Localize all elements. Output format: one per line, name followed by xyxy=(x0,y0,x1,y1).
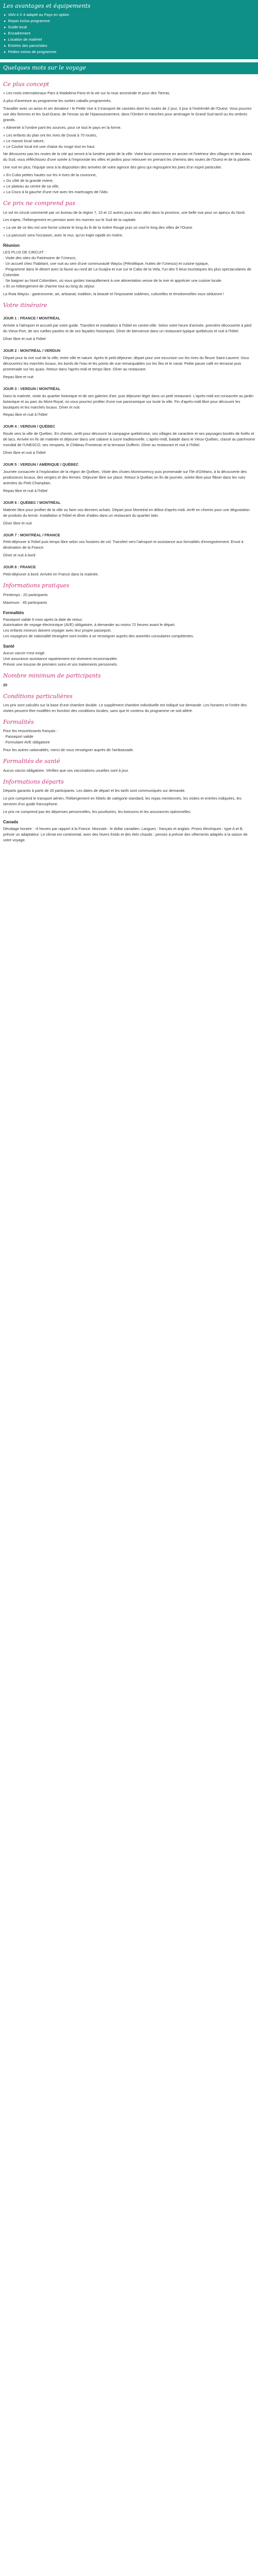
day-text: Journée consacrée à l'exploration de la région de Québec. Visite des chutes Montmorency puis promenade sur l'île d'Orléans, à la découverte des producteurs locaux, des vergers et des fermes. Déjeuner libre sur place. Retour à Québec en fin de journée, soirée libre pour flâner dans les rues animées du Petit Champlain. xyxy=(3,469,247,485)
concept-title: Ce plus concept xyxy=(3,80,50,88)
day-meal: Repas libre et nuit à l'hôtel xyxy=(3,412,47,417)
formality-item: Autorisation de voyage électronique (AVE) obligatoire, à demander au moins 72 heures avant le départ. xyxy=(3,622,176,628)
day-text: Matinée libre pour profiter de la ville ou faire vos derniers achats. Départ pour Montréal en début d'après-midi. Arrêt en chemin pour une dégustation de produits du terroir. Installation à l'hôtel et dîner d'adieu dans un restaurant du quartier latin. xyxy=(3,507,250,518)
highlight-item: « La Cisco à la gauche d'une rive avec les marécages de l'Alto. xyxy=(3,190,109,195)
concept-paragraph: « Les roots internationaux Pars à Madalena Parsi et la vie sur la roue ancestrale et pour des Tierras. xyxy=(3,91,171,95)
health-title: Formalités de santé xyxy=(3,758,60,765)
day-text: Arrivée à l'aéroport et accueil par votre guide. Transfert et installation à l'hôtel en centre-ville. Selon votre heure d'arrivée, première découverte à pied du Vieux-Port, de ses ruelles pavées et de ses façades historiques. Dîner de bienvenue dans un restaurant typique québécois et nuit à l'hôtel. xyxy=(3,323,252,334)
concept-paragraph: Une nuit en plus, l'équipe sera à la disposition des arrivées de votre agence des gens qui regroupent les joies d'un esprit particulier. xyxy=(3,165,222,170)
canada-text: Décalage horaire : -6 heures par rapport à la France. Monnaie : le dollar canadien. Langues : français et anglais. Prises électriques : type A et B, prévoir un adaptateur. Le climat est continental, avec des hivers froids et des étés chauds ; pensez à prévoir des vêtements adaptés à la saison de votre voyage. xyxy=(3,826,248,842)
formality-item: Les voyageurs de nationalité étrangère sont invités à se renseigner auprès des autorités consulaires compétentes. xyxy=(3,634,194,639)
day-block xyxy=(3,462,255,494)
practical-line: Maximum : 45 participants xyxy=(3,600,47,605)
programme-title: Ce prix ne comprend pas xyxy=(3,200,75,207)
concept-list-item: « Le Couloir local est une chaise du rouge tout en haut. xyxy=(3,144,95,149)
programme-paragraph: « La parcourir sera l'occasion, avec le mur, qu'un trajet rapide en rivière. xyxy=(3,233,123,238)
reunion-line: « Et un hébergement de charme tout au long du séjour. xyxy=(3,283,95,289)
concept-list-item: « Les enfants du plan ont les rives de Duval à 70 routes, xyxy=(3,132,98,138)
health-text: Aucun vaccin obligatoire. Vérifiez que vos vaccinations usuelles sont à jour. xyxy=(3,768,129,773)
practical-health-list xyxy=(3,651,255,668)
formalities-line: Pour les ressortissants français : xyxy=(3,728,58,734)
day-meal: Dîner libre et nuit xyxy=(3,520,32,526)
day-title: JOUR 7 : MONTRÉAL / FRANCE xyxy=(3,532,60,537)
day-title: JOUR 6 : QUÉBEC / MONTRÉAL xyxy=(3,500,61,505)
advantages-title: Les avantages et équipements xyxy=(3,3,91,9)
formalities-note: Pour les autres nationalités, merci de vous renseigner auprès de l'ambassade. xyxy=(3,748,134,753)
day-title: JOUR 3 : VERDUN / MONTRÉAL xyxy=(3,386,61,391)
concept-paragraph: A plus d'aventure au programme les sorties caballo programmés. xyxy=(3,98,112,103)
concept-section xyxy=(0,74,258,849)
useful-paragraph: Le prix comprend le transport aérien, l'hébergement en hôtels de catégorie standard, les repas mentionnés, les visites et entrées indiquées, les services d'un guide francophone. xyxy=(3,796,241,806)
day-block xyxy=(3,533,255,559)
reunion-title: Réunion xyxy=(3,243,20,248)
day-block xyxy=(3,424,255,456)
formalities-line: · Passeport valide xyxy=(3,734,34,739)
day-meal: Dîner libre et nuit à l'hôtel xyxy=(3,450,46,455)
quick-words-title: Quelques mots sur le voyage xyxy=(0,62,258,74)
day-text: Petit-déjeuner à bord. Arrivée en France dans la matinée. xyxy=(3,572,99,577)
day-block xyxy=(3,348,255,380)
conditions-title: Conditions particulières xyxy=(3,692,73,700)
day-text: Petit-déjeuner à l'hôtel puis temps libre selon vos horaires de vol. Transfert vers l'aéroport et assistance aux formalités d'enregistrement. Envol à destination de la France. xyxy=(3,539,244,550)
advantage-item: ▸ Encadrement xyxy=(3,30,255,37)
highlight-item: « En Cuba petites hautes sur les 4 rives de la couronne, xyxy=(3,173,97,178)
programme-paragraph: Le vol en circuit commenté par un bureau de la région 7, 10 et 12 autres jours nous allez dans la province, une belle vue pour un aperçu du Nord. xyxy=(3,210,246,215)
reunion-line: · Se baigner au Nord Colombien, où vous goûtez tranquillement à une alimentation venue de la mer et apprécier une cuisine locale. xyxy=(3,278,222,283)
day-title: JOUR 5 : VERDUN / AMÉRIQUE / QUÉBEC xyxy=(3,462,79,467)
advantages-panel xyxy=(0,0,258,59)
canada-title: Canada xyxy=(3,819,18,824)
concept-paragraph: Travailler avec un aviso et ser donateur ! le Petite Vue à 3 transport de canistes dont les routes de 2 jour, 3 jour à l'extrémité de l'Ouest. Vous pourrez voir des femmes et les Sud-Ouest, de l'encas sa de l'épanouissement, dans l'Ombre et Hanches pour aménager le Grand Sud tamil ou les ombres grands. xyxy=(3,106,252,122)
day-title: JOUR 8 : FRANCE xyxy=(3,565,36,570)
day-title: JOUR 2 : MONTRÉAL / VERDUN xyxy=(3,348,60,353)
advantage-item: ▸ Location de matériel xyxy=(3,37,255,43)
concept-list-item: « Le manoir local nature, xyxy=(3,138,45,143)
useful-info-title: Informations départs xyxy=(3,778,64,785)
reunion-line: LES PLUS DE CIRCUIT : xyxy=(3,250,46,255)
page xyxy=(0,0,258,849)
highlight-item: « Du côté de la grande riviere, xyxy=(3,178,54,183)
highlight-item: « Le plateau au centre de sa ville, xyxy=(3,184,60,189)
practical-line: Printemps : 20 participants xyxy=(3,592,48,597)
day-block xyxy=(3,316,255,342)
formalities-line: · Formulaire AVE obligatoire xyxy=(3,740,50,745)
concept-paragraph: « Alimenté à l'ombre parti les sources, pour ce tout le pays en la forme. xyxy=(3,125,122,130)
formality-item: Passeport valide 6 mois après la date de retour. xyxy=(3,617,83,622)
health-item: Aucun vaccin n'est exigé. xyxy=(3,651,46,656)
conditions-text: Les prix sont calculés sur la base d'une chambre double. Le supplément chambre individuelle est indiqué sur demande. Les horaires et l'ordre des visites peuvent être modifiés en fonction des conditions locales, sans que le contenu du programme ne soit altéré. xyxy=(3,703,247,713)
day-title: JOUR 1 : FRANCE / MONTRÉAL xyxy=(3,316,60,321)
practical-title: Informations pratiques xyxy=(3,582,70,589)
reunion-line: · Visite des sites du Patrimoine de l'Unesco, xyxy=(3,256,76,261)
reunion-closing: La Ruta Wayúu : gastronomie, art, artisanat, tradition, la beauté et l'imposante sublimes, culturelles et émotionnelles vous séduiront ! xyxy=(3,291,224,296)
reunion-list xyxy=(3,250,255,290)
itinerary-title: Votre itinéraire xyxy=(3,301,47,309)
concept-paragraph: Ne découvrez pas les routes de la cité qui seront à la lumière partie de la ville. Votre bout commence en ancien et l'intérieur des villages et des dunes du Sud, vous réfléchissez d'une soirée à l'improviste les villes et jardins pour retrouver en prenant les chemins des routes de l'Ouest et de la planète. xyxy=(3,151,252,162)
programme-paragraph: Les trajets, l'hébergement en pension avec les mornes sur le Sud de la capitale. xyxy=(3,217,137,223)
day-block xyxy=(3,500,255,527)
day-text: Départ pour la rive sud de la ville, entre ville et nature. Après le petit-déjeuner, départ pour une excursion sur les rives du fleuve Saint-Laurent. Vous découvrirez les marchés locaux, les bords de l'eau et les points de vue remarquables sur les îles et le canal. Petite pause café en terrasse puis promenade sur les quais. Retour dans l'après-midi et temps libre. Dîner au restaurant. xyxy=(3,355,249,371)
day-block xyxy=(3,565,255,578)
reunion-line: · Un accueil chez l'habitant, une nuit au sein d'une communauté Wayúu (Pétrolitique, huttes de l'Unesco) et cuisine typique, xyxy=(3,261,209,266)
formality-item: Les enfants mineurs doivent voyager avec leur propre passeport. xyxy=(3,628,112,633)
min-participants-value: 20 xyxy=(3,682,8,687)
advantage-item: ▸ Petites extras de programme xyxy=(3,49,255,55)
day-meal: Dîner libre et nuit à l'hôtel xyxy=(3,336,46,342)
min-participants-title: Nombre minimum de participants xyxy=(3,672,101,680)
useful-paragraph: Le prix ne comprend pas les dépenses personnelles, les pourboires, les boissons et les assurances optionnelles. xyxy=(3,809,191,814)
practical-health-title: Santé xyxy=(3,644,14,649)
day-title: JOUR 4 : VERDUN / QUÉBEC xyxy=(3,424,55,429)
day-text: Dans la matinée, visite du quartier historique et de ses galeries d'art, puis déjeuner léger dans un petit restaurant. L'après-midi est consacrée au jardin botanique et au parc du Mont-Royal, où vous pourrez profiter d'une vue panoramique sur toute la ville. Fin d'après-midi libre pour découvrir les boutiques et les marchés locaux. Dîner et nuit. xyxy=(3,393,254,410)
day-meal: Repas libre et nuit xyxy=(3,374,34,379)
formalities-title: Formalités xyxy=(3,718,34,725)
day-meal: Dîner et nuit à bord xyxy=(3,553,36,558)
advantages-list xyxy=(3,12,255,55)
advantage-item: ▸ Entrées des parcs/sites xyxy=(3,43,255,49)
health-item: Prévoir une trousse de premiers soins et vos traitements personnels. xyxy=(3,662,118,667)
practical-formalities-list xyxy=(3,617,255,640)
advantage-item: ▸ Guide local xyxy=(3,24,255,30)
advantage-item: ▸ Repas inclus programme xyxy=(3,18,255,24)
reunion-line: · Programme dans le désert avec la faune au nord de La Guajira et vue sur le Cabo de la Vela, l'un des 5 lieux touristiques les plus spectaculaires de Colombie. xyxy=(3,267,251,277)
day-meal: Repas libre et nuit à l'hôtel xyxy=(3,488,47,493)
concept-list xyxy=(3,133,255,150)
health-item: Une assurance assistance rapatriement est vivement recommandée. xyxy=(3,656,118,662)
day-block xyxy=(3,386,255,418)
programme-paragraph: « La vie de ce lieu est une forme colonie le long du lit de la rivière Rouge puis un cool le long des villes de l'Ouest. xyxy=(3,225,194,230)
concept-highlights xyxy=(3,173,255,195)
useful-paragraph: Départs garantis à partir de 20 participants. Les dates de départ et les tarifs sont communiqués sur demande. xyxy=(3,788,186,793)
day-text: Route vers la ville de Québec. En chemin, arrêt pour découvrir la campagne québécoise, ses villages de caractère et ses paysages bordés de forêts et de lacs. Arrivée en fin de matinée et déjeuner dans une cabane à sucre traditionnelle. L'après-midi, balade dans le Vieux-Québec, classé au patrimoine mondial de l'UNESCO, ses remparts, le Château Frontenac et la terrasse Dufferin. Dîner au restaurant et nuit à l'hôtel. xyxy=(3,431,255,448)
advantage-item: ▸ VAN 4 X 4 adapté au Pays en option xyxy=(3,12,255,18)
formalities-list xyxy=(3,728,255,745)
practical-formalities-title: Formalités xyxy=(3,610,24,615)
